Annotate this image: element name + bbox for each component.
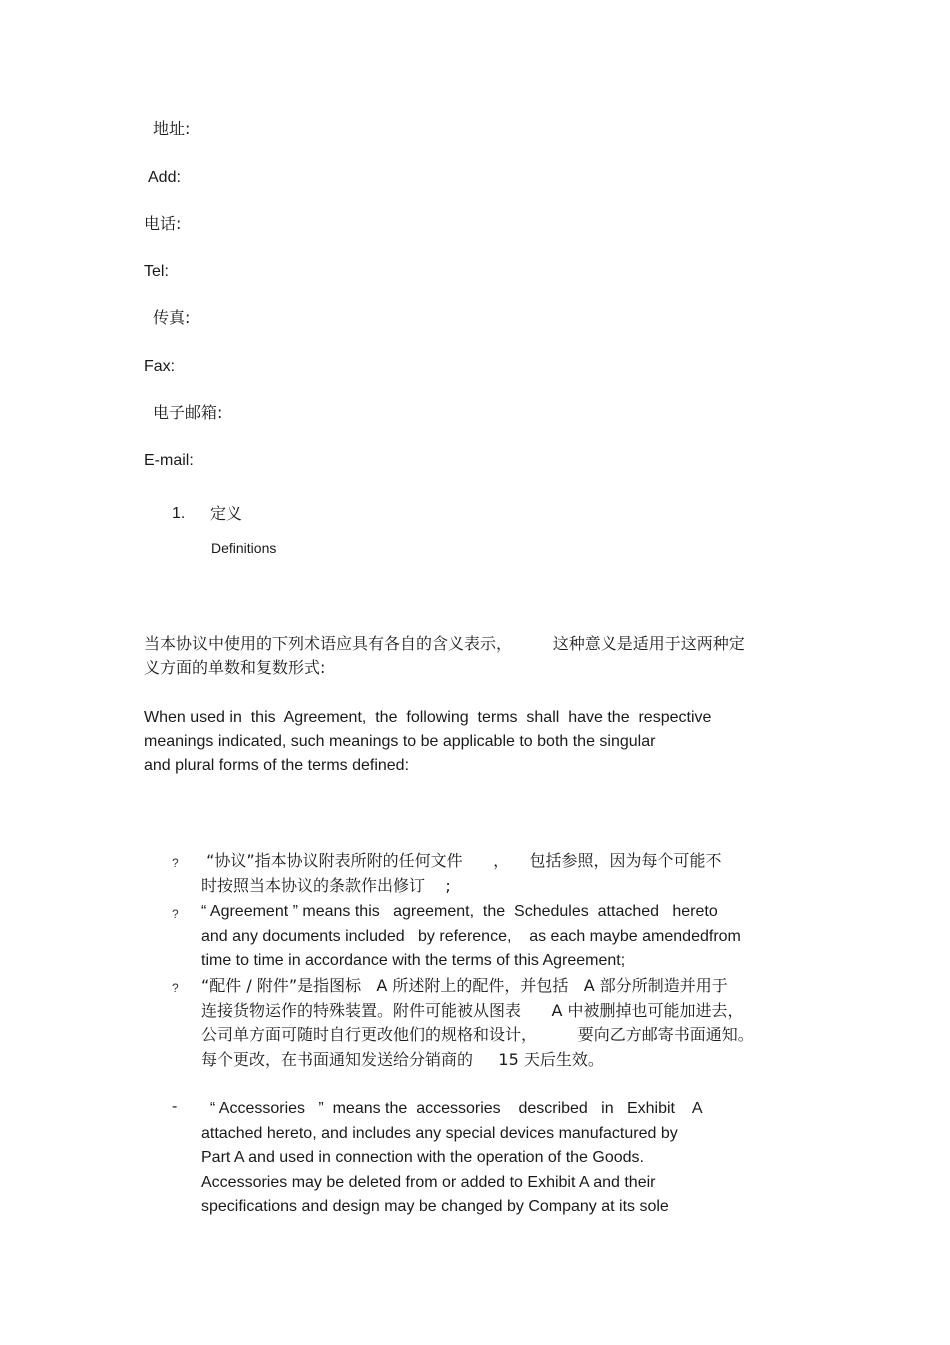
definition-bullet-2: ? (172, 907, 179, 921)
intro-zh-line-1: 当本协议中使用的下列术语应具有各自的含义表示， 这种意义是适用于这两种定 (144, 634, 745, 653)
definition-item-agreement-zh (201, 849, 811, 898)
definition-item-agreement-en (201, 900, 811, 974)
section-number: 1. (172, 505, 186, 522)
intro-en-line-1: When used in this Agreement, the following terms shall have the respective (144, 709, 712, 726)
definition-line: time to time in accordance with the terms of this Agreement; (201, 952, 626, 969)
definition-line: “ Agreement ” means this agreement, the Schedules attached hereto (201, 903, 718, 920)
email-label-zh: 电子邮箱: (153, 403, 223, 422)
definition-line: 连接货物运作的特殊装置。附件可能被从图表 A 中被删掉也可能加进去， (201, 1000, 744, 1020)
definition-line: Part A and used in connection with the operation of the Goods. (201, 1149, 644, 1166)
definition-bullet-4: - (172, 1098, 178, 1115)
definition-line: and any documents included by reference, as each maybe amendedfrom (201, 927, 741, 945)
email-label-en: E-mail: (144, 452, 194, 469)
intro-paragraph-en (144, 706, 804, 778)
definition-bullet-3: ? (172, 981, 179, 995)
definition-line: Accessories may be deleted from or added to Exhibit A and their (201, 1173, 656, 1191)
definition-line: 时按照当本协议的条款作出修订 ; (201, 875, 451, 895)
definition-line: “协议”指本协议附表所附的任何文件 ， 包括参照，因为每个可能不 (201, 851, 722, 870)
tel-label-en: Tel: (144, 263, 169, 280)
fax-label-zh: 传真: (153, 308, 191, 327)
definition-line: “ Accessories ” means the accessories described in Exhibit A (201, 1100, 703, 1117)
section-title-zh: 定义 (210, 504, 243, 523)
intro-paragraph-zh (144, 632, 804, 680)
intro-en-line-3: and plural forms of the terms defined: (144, 757, 410, 774)
definition-line: 每个更改，在书面通知发送给分销商的 15 天后生效。 (201, 1049, 604, 1069)
definition-line: specifications and design may be changed by Company at its sole (201, 1198, 669, 1215)
address-label-zh: 地址: (153, 119, 191, 138)
definition-bullet-1: ? (172, 856, 179, 870)
definition-line: attached hereto, and includes any special devices manufactured by (201, 1124, 678, 1142)
fax-label-en: Fax: (144, 358, 176, 375)
intro-zh-line-2: 义方面的单数和复数形式: (144, 658, 326, 677)
tel-label-zh: 电话: (144, 214, 182, 233)
section-title-en: Definitions (211, 540, 277, 556)
definition-item-accessories-en (201, 1097, 811, 1220)
intro-en-line-2: meanings indicated, such meanings to be applicable to both the singular (144, 733, 656, 750)
definition-item-accessories-zh (201, 974, 811, 1072)
definition-line: 公司单方面可随时自行更改他们的规格和设计， 要向乙方邮寄书面通知。 (201, 1025, 754, 1044)
address-label-en: Add: (148, 169, 181, 186)
definition-line: “配件 / 附件”是指图标 A 所述附上的配件，并包括 A 部分所制造并用于 (201, 976, 728, 995)
